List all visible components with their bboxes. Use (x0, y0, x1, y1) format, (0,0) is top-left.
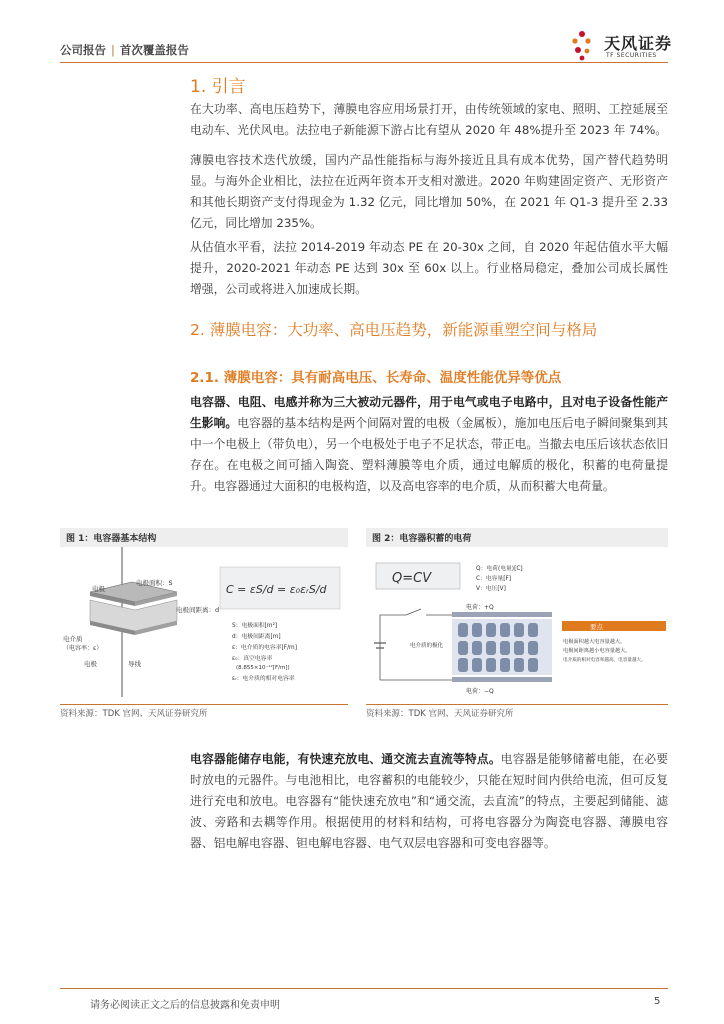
section-1-title: 1. 引言 (190, 77, 246, 97)
legend-c: C：电容量[F] (476, 576, 512, 582)
section-1-para-3: 从估值水平看，法拉 2014-2019 年动态 PE 在 20-30x 之间，自 2020 年起估值水平大幅提升，2020-2021 年动态 PE 达到 30x 至 60x 以上。行业格局稳定，叠加公司成长属性增强，公司或将进入加速成长期。 (190, 240, 668, 296)
label-minus-charge: 电荷：−Q (466, 688, 494, 695)
report-category: 公司报告 (60, 43, 106, 57)
figure-1-title: 图 1：电容器基本结构 (60, 528, 348, 547)
footer-divider (60, 988, 668, 989)
figure-1-formula: C = εS/d = ε₀εᵣS/d (226, 583, 327, 596)
footer-disclaimer: 请务必阅读正文之后的信息披露和免责申明 (90, 1000, 280, 1011)
report-header (60, 42, 189, 58)
section-2-para-1-lead: 电容器、电阻、电感并称为三大被动元器件，用于电气或电子电路中，且对电子设备性能产生影响。 (190, 395, 668, 430)
point-1: 电极面积越大电容量越大。 (563, 639, 626, 645)
legend-q: Q：电荷(电量)[C] (476, 566, 523, 572)
label-plus-charge: 电荷：+Q (466, 604, 494, 611)
section-2-title: 2. 薄膜电容：大功率、高电压趋势，新能源重塑空间与格局 (190, 321, 598, 339)
legend-v: V：电压[V] (476, 586, 506, 592)
label-electrode-area: 电极面积：S (136, 579, 173, 587)
label-permittivity: （电容率：ε） (63, 645, 103, 652)
figure-2-rule (366, 704, 668, 705)
section-2-para-1-body: 电容器的基本结构是两个间隔对置的电极（金属板），施加电压后电子瞬间聚集到其中一个电极上（带负电），另一个电极处于电子不足状态，带正电。当撤去电压后该状态依旧存在。在电极之间可插入陶瓷、塑料薄膜等电介质，通过电解质的极化，积蓄的电荷量提升。电容器通过大面积的电极构造，以及高电容率的电介质，从而积蓄大电荷量。 (190, 416, 668, 493)
legend-2: d：电极间距离[m] (232, 634, 281, 640)
legend-3: ε：电介质的电容率[F/m] (232, 645, 297, 651)
figure-1-rule (60, 704, 348, 705)
point-2: 电极间距离越小电容量越大。 (563, 648, 631, 654)
report-type: 首次覆盖报告 (119, 43, 189, 57)
page-number: 5 (654, 996, 661, 1007)
label-electrode-bottom: 电极 (84, 660, 97, 668)
section-2-para-2-lead: 电容器能储存电能，有快速充放电、通交流去直流等特点。 (190, 752, 501, 766)
label-dielectric: 电介质 (63, 635, 83, 643)
figure-2-source: 资料来源：TDK 官网、天风证券研究所 (366, 709, 514, 719)
section-1-para-1: 在大功率、高电压趋势下，薄膜电容应用场景打开，由传统领域的家电、照明、工控延展至电动车、光伏风电。法拉电子新能源下游占比有望从 2020 年 48%提升至 2023 年 74%。 (190, 102, 668, 137)
section-2-1-title: 2.1. 薄膜电容：具有耐高电压、长寿命、温度性能优异等优点 (190, 370, 562, 386)
header-separator: | (111, 43, 115, 57)
figure-2-title: 图 2：电容器积蓄的电荷 (366, 528, 668, 547)
legend-6: εᵣ：电介质的相对电容率 (232, 676, 295, 682)
figure-2-capacitor-charge (366, 545, 668, 703)
section-2-para-1 (190, 392, 668, 497)
logo-name-cn: 天风证券 (604, 34, 673, 53)
figure-1-capacitor-structure (60, 545, 348, 703)
section-1-para-2: 薄膜电容技术迭代放缓，国内产品性能指标与海外接近且具有成本优势，国产替代趋势明显。与海外企业相比，法拉在近两年资本开支相对激进。2020 年购建固定资产、无形资产和其他长期资产支付得现金为 1.32 亿元，同比增加 50%，在 2021 年 Q1-3 提升至 2.33 亿元，同比增加 235%。 (190, 153, 668, 230)
legend-1: S：电极面积[m²] (232, 623, 278, 629)
header-divider (60, 62, 668, 63)
label-distance: 电极间距离：d (176, 606, 220, 614)
label-polarization: 电介质的极化 (410, 643, 444, 649)
label-electrode-top: 电极 (92, 585, 105, 593)
figure-1-source: 资料来源：TDK 官网、天风证券研究所 (60, 709, 208, 719)
label-wire: 导线 (128, 660, 141, 668)
section-2-para-2-body: 电容器是能够储蓄电能，在必要时放电的元器件。与电池相比，电容蓄积的电能较少，只能在短时间内供给电流，但可反复进行充电和放电。电容器有“能快速充放电”和“通交流，去直流”的特点，主要起到储能、滤波、旁路和去耦等作用。根据使用的材料和结构，可将电容器分为陶瓷电容器、薄膜电容器、铝电解电容器、钽电解电容器、电气双层电容器和可变电容器等。 (190, 752, 668, 850)
logo-name-en: TF SECURITIES (606, 52, 657, 59)
section-2-para-2 (190, 749, 668, 854)
point-3: 电介质的相对电容率越高，电容量越大。 (563, 658, 646, 663)
key-points-label: 要点 (590, 623, 603, 631)
legend-4: ε₀：真空电容率 (232, 656, 273, 662)
figure-2-formula: Q=CV (392, 571, 432, 586)
legend-5: (8.855×10⁻¹²[F/m]) (236, 665, 290, 671)
